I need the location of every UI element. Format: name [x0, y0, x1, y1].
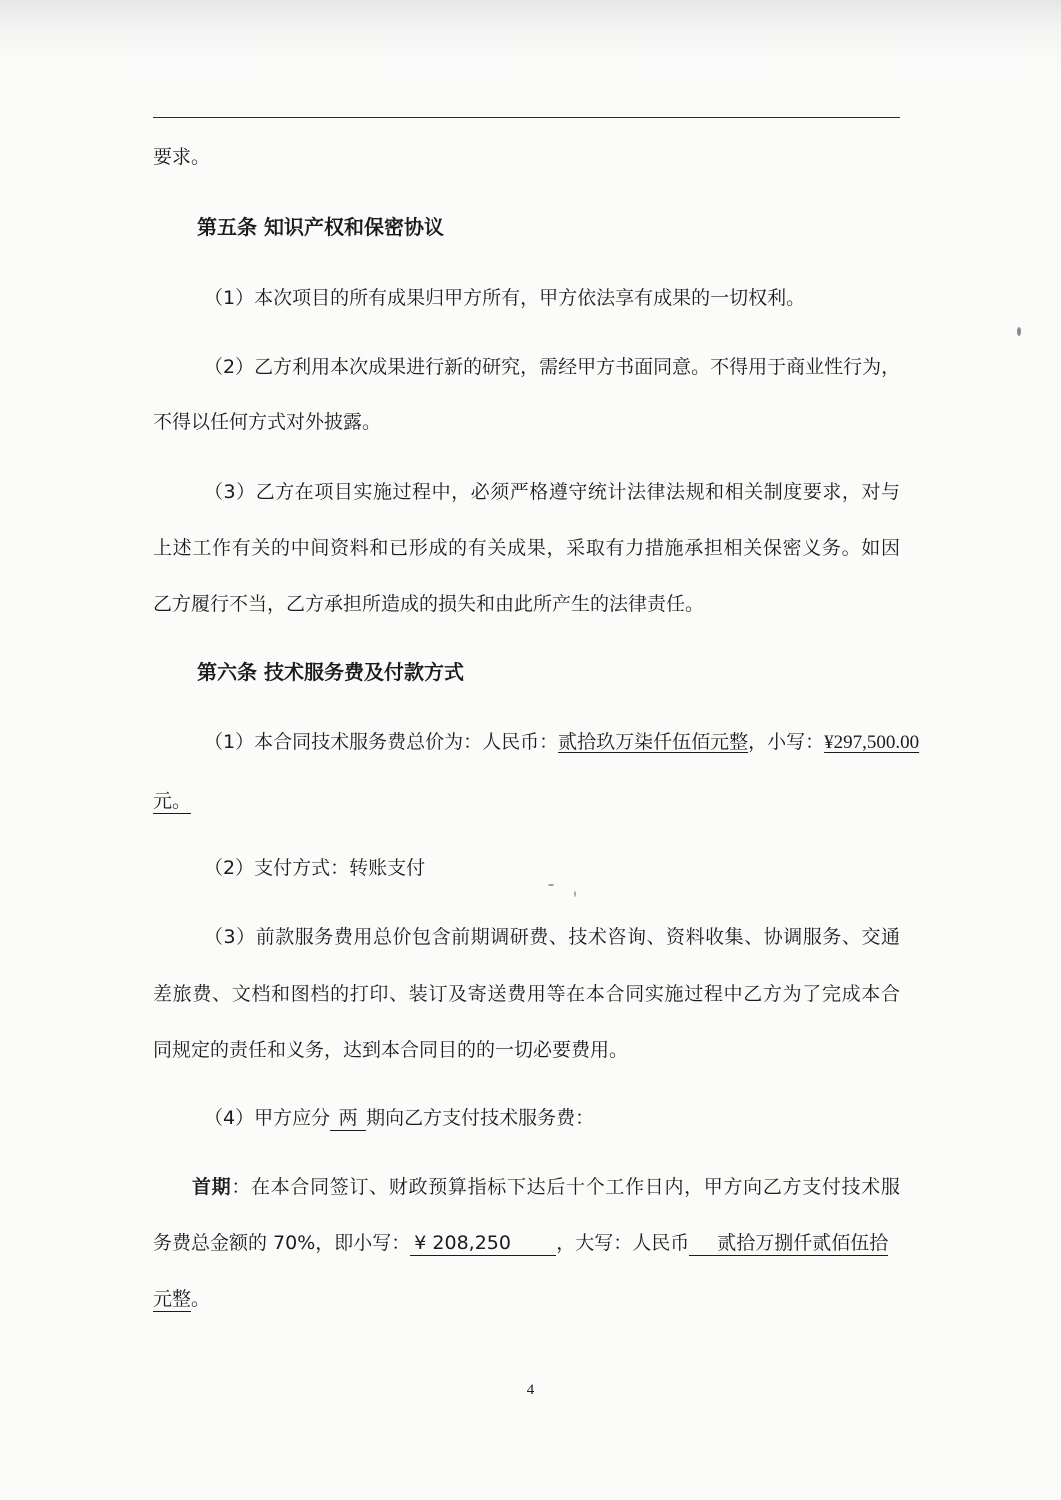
- first-payment-mid: ，大写：人民币: [556, 1232, 690, 1254]
- first-payment-line2: [153, 1229, 900, 1257]
- first-payment-label: 首期: [192, 1176, 232, 1198]
- first-payment-text: ：在本合同签订、财政预算指标下达后十个工作日内，甲方向乙方支付技术服: [231, 1176, 900, 1198]
- first-payment-line3: [153, 1285, 900, 1313]
- article6-p3-line1: （3）前款服务费用总价包含前期调研费、技术咨询、资料收集、协调服务、交通: [204, 926, 900, 948]
- first-payment-line1: [192, 1173, 900, 1201]
- article6-p1-mid: ，小写：: [748, 731, 825, 753]
- article6-p1-line1: [204, 728, 920, 757]
- article5-p3-line3: 乙方履行不当，乙方承担所造成的损失和由此所产生的法律责任。: [153, 593, 705, 615]
- scan-shadow: [0, 0, 1061, 70]
- article6-title: 第六条 技术服务费及付款方式: [197, 660, 464, 684]
- total-amount-words: 贰拾玖万柒仟伍佰元整: [558, 731, 749, 753]
- total-amount-unit: 元。: [153, 790, 192, 812]
- article6-p4-prefix: （4）甲方应分: [204, 1107, 331, 1129]
- first-payment-prefix: 务费总金额的 70%，即小写：: [153, 1232, 411, 1254]
- article6-p1-prefix: （1）本合同技术服务费总价为：人民币：: [204, 731, 559, 753]
- scan-speck: [548, 884, 554, 886]
- continued-text: 要求。: [153, 146, 211, 168]
- article6-p4-suffix: 期向乙方支付技术服务费：: [366, 1107, 595, 1129]
- payment-periods: 两: [330, 1106, 366, 1131]
- scan-speck: [1017, 327, 1021, 336]
- article6-p2: （2）支付方式：转账支付: [204, 857, 426, 879]
- article6-p1-line2: [153, 787, 900, 815]
- article6-p3-line3: 同规定的责任和义务，达到本合同目的的一切必要费用。: [153, 1039, 629, 1061]
- header-rule: [153, 117, 900, 118]
- first-amount-words: 贰拾万捌仟贰佰伍拾: [689, 1231, 888, 1256]
- page-number: 4: [526, 1382, 535, 1398]
- article5-p1: （1）本次项目的所有成果归甲方所有，甲方依法享有成果的一切权利。: [204, 287, 806, 309]
- first-payment-end: 。: [191, 1288, 211, 1310]
- article5-title: 第五条 知识产权和保密协议: [197, 215, 444, 239]
- first-amount-words-end: 元整: [153, 1288, 192, 1310]
- first-amount-number: ¥ 208,250: [410, 1231, 556, 1256]
- scan-speck: [574, 891, 576, 897]
- article5-p3-line1: （3）乙方在项目实施过程中，必须严格遵守统计法律法规和相关制度要求，对与: [204, 481, 900, 503]
- article5-p2-line2: 不得以任何方式对外披露。: [153, 411, 382, 433]
- article5-p3-line2: 上述工作有关的中间资料和已形成的有关成果，采取有力措施承担相关保密义务。如因: [153, 537, 900, 559]
- total-amount-number: ¥297,500.00: [824, 732, 920, 753]
- article6-p3-line2: 差旅费、文档和图档的打印、装订及寄送费用等在本合同实施过程中乙方为了完成本合: [153, 983, 900, 1005]
- article5-p2-line1: （2）乙方利用本次成果进行新的研究，需经甲方书面同意。不得用于商业性行为，: [204, 356, 901, 378]
- article6-p4: [204, 1104, 900, 1132]
